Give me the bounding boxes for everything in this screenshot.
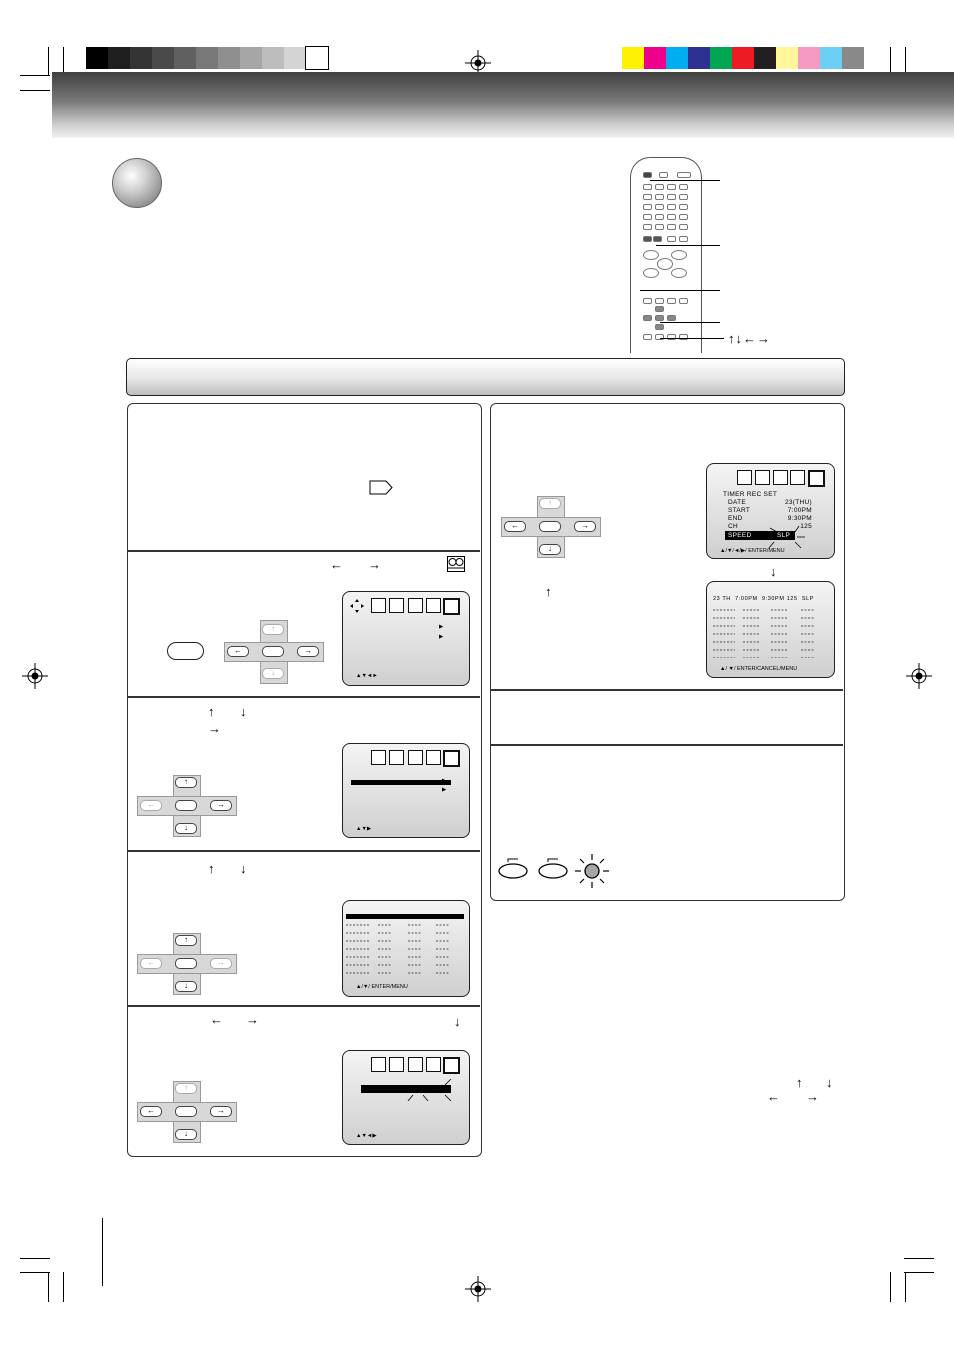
section-banner xyxy=(126,358,845,396)
direction-pad xyxy=(137,1081,235,1141)
osd-hint: ▲/ ▼/ ENTER/CANCEL/MENU xyxy=(720,666,798,672)
osd-hint: ▲▼◄► xyxy=(356,673,378,679)
divider xyxy=(128,696,480,698)
program-list-lines xyxy=(346,923,466,977)
crop-mark xyxy=(904,1272,934,1273)
crop-mark xyxy=(20,90,50,91)
down-button[interactable]: ↓ xyxy=(539,544,561,555)
osd-hint: ▲▼◄▶ xyxy=(356,1133,377,1139)
gray-swatch xyxy=(218,47,240,69)
crop-mark xyxy=(905,47,906,75)
down-arrow-icon: ↓ xyxy=(454,1014,461,1029)
gray-swatch xyxy=(152,47,174,69)
right-button[interactable]: → xyxy=(574,521,596,532)
crop-mark xyxy=(48,1272,49,1302)
up-button[interactable]: ↑ xyxy=(175,935,197,946)
calendar-icon xyxy=(408,750,423,765)
osd-hint: ▲▼▶ xyxy=(356,826,372,832)
blink-indicator-icon xyxy=(765,522,805,550)
divider xyxy=(128,550,480,552)
crop-mark xyxy=(890,47,891,75)
divider xyxy=(491,689,843,691)
divider xyxy=(128,850,480,852)
calendar-icon xyxy=(408,598,423,613)
direction-pad xyxy=(224,620,322,682)
enter-button[interactable] xyxy=(175,1106,197,1117)
osd-hint: ▲/▼/◄/▶/ ENTER/MENU xyxy=(720,548,785,554)
left-button[interactable]: ← xyxy=(140,958,162,969)
down-arrow-icon: ↓ xyxy=(770,564,777,579)
move-cursor-icon xyxy=(350,599,364,613)
down-arrow-icon: ↓ xyxy=(826,1075,833,1090)
color-swatch xyxy=(842,47,864,69)
lock-icon xyxy=(426,750,441,765)
section-bullet-icon xyxy=(112,158,162,208)
clock-icon xyxy=(371,1057,386,1072)
timer-icon xyxy=(443,1057,460,1074)
gray-swatch xyxy=(174,47,196,69)
timer-row-label: START xyxy=(728,507,751,514)
up-button[interactable]: ↑ xyxy=(175,1083,197,1094)
crop-mark xyxy=(905,1272,906,1302)
color-swatch xyxy=(688,47,710,69)
clock-icon xyxy=(371,750,386,765)
divider xyxy=(128,1005,480,1007)
left-button[interactable]: ← xyxy=(140,1106,162,1117)
remote-callout-line xyxy=(640,290,720,291)
timer-menu-icon xyxy=(447,556,465,572)
calendar-icon xyxy=(773,470,788,485)
color-swatch xyxy=(798,47,820,69)
timer-icon xyxy=(808,470,825,487)
gray-swatch xyxy=(108,47,130,69)
color-swatch xyxy=(710,47,732,69)
remote-callout-line xyxy=(660,338,724,339)
color-swatch xyxy=(622,47,644,69)
crop-mark xyxy=(20,75,50,76)
submenu-arrow-icon: ▶ xyxy=(442,787,447,793)
gray-swatch xyxy=(262,47,284,69)
timer-row-value: 7:00PM xyxy=(787,507,812,514)
gray-swatch xyxy=(240,47,262,69)
right-arrow-icon: → xyxy=(246,1012,259,1027)
down-button[interactable]: ↓ xyxy=(175,981,197,992)
clock-icon xyxy=(371,598,386,613)
up-button[interactable]: ↑ xyxy=(175,777,197,788)
gray-swatch xyxy=(196,47,218,69)
highlight-bar xyxy=(351,780,451,785)
crop-mark xyxy=(63,47,64,75)
enter-button[interactable] xyxy=(539,521,561,532)
registration-target-icon xyxy=(906,663,932,689)
left-arrow-icon: ← xyxy=(210,1012,223,1027)
left-button[interactable]: ← xyxy=(140,800,162,811)
clock-icon xyxy=(737,470,752,485)
enter-button[interactable] xyxy=(262,646,284,657)
margin-rule xyxy=(102,1218,103,1286)
left-button[interactable]: ← xyxy=(504,521,526,532)
remote-callout-arrows: ↑↓←→ xyxy=(728,331,771,346)
direction-pad xyxy=(137,775,235,835)
down-button[interactable]: ↓ xyxy=(175,823,197,834)
up-arrow-icon: ↑ xyxy=(208,861,215,876)
up-arrow-icon: ↑ xyxy=(796,1075,803,1090)
crop-mark xyxy=(20,1272,50,1273)
down-arrow-icon: ↓ xyxy=(240,704,247,719)
timer-screen-title: TIMER REC SET xyxy=(723,491,778,498)
enter-button[interactable] xyxy=(175,800,197,811)
remote-control-icon xyxy=(630,157,702,353)
picture-icon xyxy=(389,750,404,765)
header-band xyxy=(52,72,954,138)
crop-mark xyxy=(20,1258,50,1259)
color-swatch xyxy=(732,47,754,69)
timer-rec-set-screen xyxy=(706,463,835,559)
left-arrow-icon: ← xyxy=(767,1089,780,1104)
lock-icon xyxy=(426,598,441,613)
remote-callout-line xyxy=(656,245,720,246)
gray-swatch xyxy=(284,47,306,69)
osd-hint: ▲/▼/ ENTER/MENU xyxy=(356,984,408,990)
up-arrow-icon: ↑ xyxy=(545,584,552,599)
up-button[interactable]: ↑ xyxy=(539,498,561,509)
registration-target-icon xyxy=(465,1276,491,1302)
highlight-bar xyxy=(346,914,464,919)
color-swatch xyxy=(820,47,842,69)
submenu-arrow-icon: ▶ xyxy=(439,624,444,630)
osd-screen-step1 xyxy=(342,591,470,686)
down-button[interactable]: ↓ xyxy=(175,1129,197,1140)
up-arrow-icon: ↑ xyxy=(208,704,215,719)
page-reference-icon xyxy=(369,480,393,495)
divider xyxy=(491,744,843,746)
color-swatch xyxy=(776,47,798,69)
speed-label: SPEED xyxy=(728,532,752,539)
gray-swatch xyxy=(130,47,152,69)
picture-icon xyxy=(389,598,404,613)
crop-mark xyxy=(63,1272,64,1302)
timer-row-label: CH xyxy=(728,523,738,530)
program-list-lines xyxy=(713,608,831,658)
color-swatch xyxy=(754,47,776,69)
color-swatch xyxy=(666,47,688,69)
timer-icon xyxy=(443,598,460,615)
right-button[interactable]: → xyxy=(210,1106,232,1117)
setup-button[interactable] xyxy=(167,642,204,660)
remote-callout-line xyxy=(650,180,720,181)
front-panel-indicators-icon xyxy=(496,852,612,888)
timer-icon xyxy=(443,750,460,767)
down-arrow-icon: ↓ xyxy=(240,861,247,876)
right-arrow-icon: → xyxy=(806,1089,819,1104)
right-button[interactable]: → xyxy=(297,646,319,657)
blink-indicator-icon xyxy=(403,1079,458,1103)
osd-screen-step3 xyxy=(342,900,470,997)
right-arrow-icon: → xyxy=(368,557,381,572)
submenu-arrow-icon: ▶ xyxy=(442,778,447,784)
picture-icon xyxy=(389,1057,404,1072)
left-arrow-icon: ← xyxy=(330,557,343,572)
timer-row-value: 125 xyxy=(800,523,812,530)
picture-icon xyxy=(755,470,770,485)
registration-target-icon xyxy=(22,663,48,689)
timer-list-screen xyxy=(706,581,835,678)
lock-icon xyxy=(790,470,805,485)
osd-screen-step2 xyxy=(342,743,470,838)
gray-swatch xyxy=(86,47,108,69)
remote-callout-line xyxy=(660,322,720,323)
right-button[interactable]: → xyxy=(210,958,232,969)
right-button[interactable]: → xyxy=(210,800,232,811)
down-button[interactable]: ↓ xyxy=(262,668,284,679)
crop-mark xyxy=(890,1272,891,1302)
direction-pad xyxy=(501,496,599,556)
gray-swatch xyxy=(306,47,328,69)
enter-button[interactable] xyxy=(175,958,197,969)
crop-mark xyxy=(904,1258,934,1259)
osd-screen-step4 xyxy=(342,1050,470,1145)
timer-row-value: 23(THU) xyxy=(784,499,812,506)
speed-value: SLP xyxy=(777,532,791,539)
timer-list-first-row: 23 TH 7:00PM 9:30PM 125 SLP xyxy=(713,596,815,602)
calendar-icon xyxy=(408,1057,423,1072)
lock-icon xyxy=(426,1057,441,1072)
left-button[interactable]: ← xyxy=(227,646,249,657)
timer-row-value: 9:30PM xyxy=(787,515,812,522)
timer-row-label: DATE xyxy=(728,499,747,506)
timer-row-label: END xyxy=(728,515,743,522)
direction-pad xyxy=(137,933,235,993)
crop-mark xyxy=(48,47,49,75)
submenu-arrow-icon: ▶ xyxy=(439,634,444,640)
right-arrow-icon: → xyxy=(208,721,221,736)
up-button[interactable]: ↑ xyxy=(262,624,284,635)
color-swatch xyxy=(644,47,666,69)
